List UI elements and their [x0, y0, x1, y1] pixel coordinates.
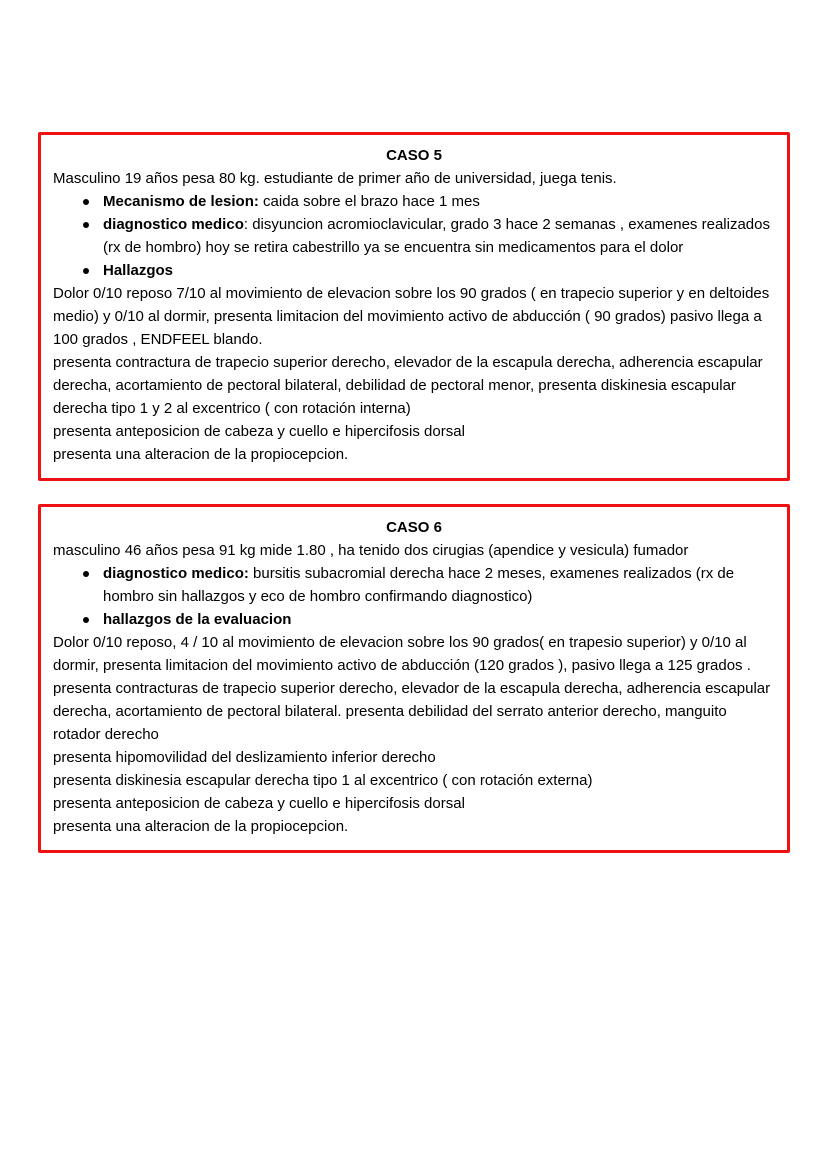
case-paragraph: presenta contracturas de trapecio superior derecho, elevador de la escapula derecha, adherencia escapular derecha, acortamiento de pectoral bilateral. presenta debilidad del serrato anterior derecho, manguito rotador derecho	[53, 680, 771, 743]
case-paragraph: presenta contractura de trapecio superior derecho, elevador de la escapula derecha, adherencia escapular derecha, acortamiento de pectoral bilateral, debilidad de pectoral menor, presenta diskinesia escapular derecha tipo 1 y 2 al excentrico ( con rotación interna)	[53, 354, 763, 417]
case-card-5	[38, 132, 790, 481]
bullet-bold-label: hallazgos de la evaluacion	[103, 611, 292, 628]
bullet-bold-label: diagnostico medico	[103, 216, 244, 233]
bullet-text: : disyuncion acromioclavicular, grado 3 hace 2 semanas , examenes realizados (rx de hombro) hoy se retira cabestrillo ya se encuentra sin medicamentos para el dolor	[103, 216, 770, 256]
case-paragraph: presenta una alteracion de la propiocepcion.	[53, 818, 349, 835]
case-title: CASO 6	[386, 519, 442, 536]
bullet-item	[53, 562, 775, 608]
bullet-bold-label: Hallazgos	[103, 262, 174, 279]
bullet-bold-label: diagnostico medico:	[103, 565, 249, 582]
case-intro: Masculino 19 años pesa 80 kg. estudiante de primer año de universidad, juega tenis.	[53, 170, 617, 187]
bullet-text: bursitis subacromial derecha hace 2 meses, examenes realizados (rx de hombro sin hallazgos y eco de hombro confirmando diagnostico)	[103, 565, 735, 605]
case-intro: masculino 46 años pesa 91 kg mide 1.80 , ha tenido dos cirugias (apendice y vesicula) fumador	[53, 542, 689, 559]
bullet-item	[53, 608, 775, 631]
case-paragraph: presenta una alteracion de la propiocepcion.	[53, 446, 349, 463]
bullet-list	[53, 562, 775, 631]
bullet-text: caida sobre el brazo hace 1 mes	[258, 193, 480, 210]
case-paragraph: presenta diskinesia escapular derecha tipo 1 al excentrico ( con rotación externa)	[53, 772, 593, 789]
case-title: CASO 5	[386, 147, 442, 164]
case-paragraph: presenta anteposicion de cabeza y cuello e hipercifosis dorsal	[53, 423, 465, 440]
bullet-bold-label: Mecanismo de lesion:	[103, 193, 259, 210]
bullet-item	[53, 259, 775, 282]
bullet-item	[53, 213, 775, 259]
case-paragraph: Dolor 0/10 reposo 7/10 al movimiento de elevacion sobre los 90 grados ( en trapecio superior y en deltoides medio) y 0/10 al dormir, presenta limitacion del movimiento activo de abducción ( 90 grados) pasivo llega a 100 grados , ENDFEEL blando.	[53, 285, 770, 348]
case-paragraph: presenta anteposicion de cabeza y cuello e hipercifosis dorsal	[53, 795, 465, 812]
case-paragraph: presenta hipomovilidad del deslizamiento inferior derecho	[53, 749, 436, 766]
case-card-6	[38, 504, 790, 853]
bullet-item	[53, 190, 775, 213]
case-paragraph: Dolor 0/10 reposo, 4 / 10 al movimiento de elevacion sobre los 90 grados( en trapesio superior) y 0/10 al dormir, presenta limitacion del movimiento activo de abducción (120 grados ), pasivo llega a 125 grados .	[53, 634, 751, 674]
bullet-list	[53, 190, 775, 282]
